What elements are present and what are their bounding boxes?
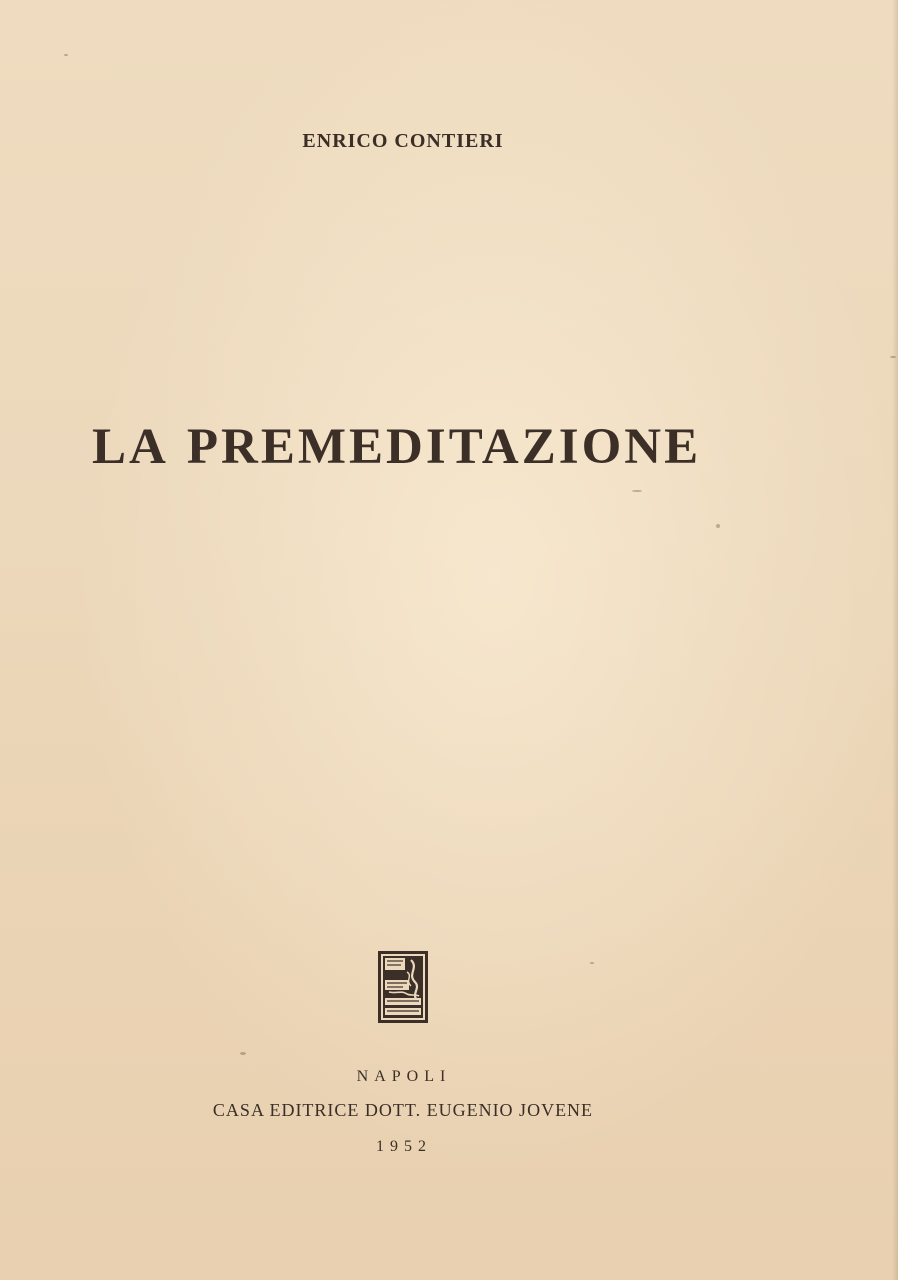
book-title [92, 418, 812, 476]
paper-speck [716, 524, 720, 528]
title-word-premeditazione: PREMEDITAZIONE [186, 419, 702, 475]
publication-year: 1952 [376, 1138, 432, 1155]
author-name: ENRICO CONTIERI [302, 130, 504, 152]
publication-place: NAPOLI [356, 1068, 452, 1085]
publisher-name: CASA EDITRICE DOTT. EUGENIO JOVENE [212, 1100, 594, 1120]
paper-speck [632, 490, 642, 492]
page-edge-shadow [892, 0, 898, 1280]
paper-speck [890, 356, 896, 358]
paper-speck [590, 962, 594, 964]
paper-speck [64, 54, 68, 56]
paper-speck [240, 1052, 246, 1055]
title-word-la: LA [92, 419, 169, 475]
publisher-mark-icon [377, 950, 429, 1024]
